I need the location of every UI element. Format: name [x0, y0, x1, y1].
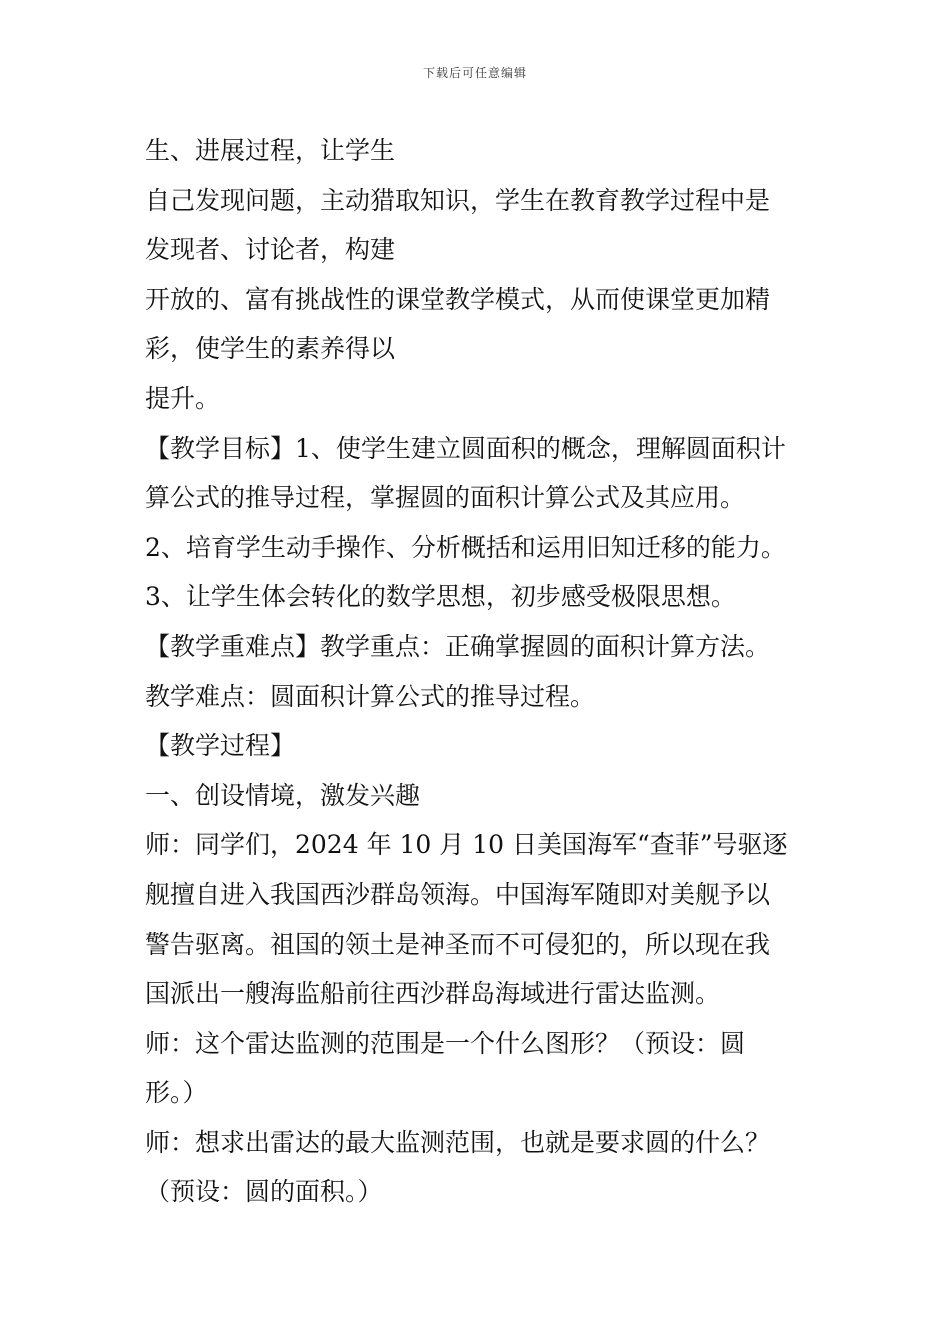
text-line: 形。）: [145, 1078, 208, 1108]
text-line: 生、进展过程，让学生: [145, 136, 396, 165]
text-line: 师：想求出雷达的最大监测范围，也就是要求圆的什么？: [145, 1127, 771, 1157]
section-heading: 【教学过程】: [145, 731, 296, 761]
text-line: 算公式的推导过程，掌握圆的面积计算公式及其应用。: [145, 483, 746, 513]
section-heading: 一、创设情境，激发兴趣: [145, 780, 421, 810]
text-line: 3、让学生体会转化的数学思想，初步感受极限思想。: [145, 582, 736, 612]
text-line: 提升。: [145, 383, 221, 413]
text-line: 彩，使学生的素养得以: [145, 334, 396, 364]
text-line: 开放的、富有挑战性的课堂教学模式，从而使课堂更加精: [145, 284, 771, 314]
text-line: 师：同学们，2024 年 10 月 10 日美国海军“查菲”号驱逐: [145, 830, 788, 860]
text-line: 师：这个雷达监测的范围是一个什么图形？（预设：圆: [145, 1028, 746, 1058]
text-line: 舰擅自进入我国西沙群岛领海。中国海军随即对美舰予以: [145, 879, 771, 909]
text-line: 发现者、讨论者，构建: [145, 235, 396, 265]
text-line: （预设：圆的面积。）: [145, 1177, 383, 1207]
text-line: 警告驱离。祖国的领土是神圣而不可侵犯的，所以现在我: [145, 929, 771, 959]
document-body: [145, 126, 810, 1217]
text-line: 2、培育学生动手操作、分析概括和运用旧知迁移的能力。: [145, 532, 786, 562]
text-line: 国派出一艘海监船前往西沙群岛海域进行雷达监测。: [145, 979, 721, 1009]
text-line: 【教学目标】1、使学生建立圆面积的概念，理解圆面积计: [145, 433, 786, 463]
text-line: 【教学重难点】教学重点：正确掌握圆的面积计算方法。: [145, 631, 771, 661]
page-header: 下载后可任意编辑: [422, 66, 527, 80]
text-line: 自己发现问题，主动猎取知识，学生在教育教学过程中是: [145, 185, 771, 215]
text-line: 教学难点：圆面积计算公式的推导过程。: [145, 681, 596, 711]
